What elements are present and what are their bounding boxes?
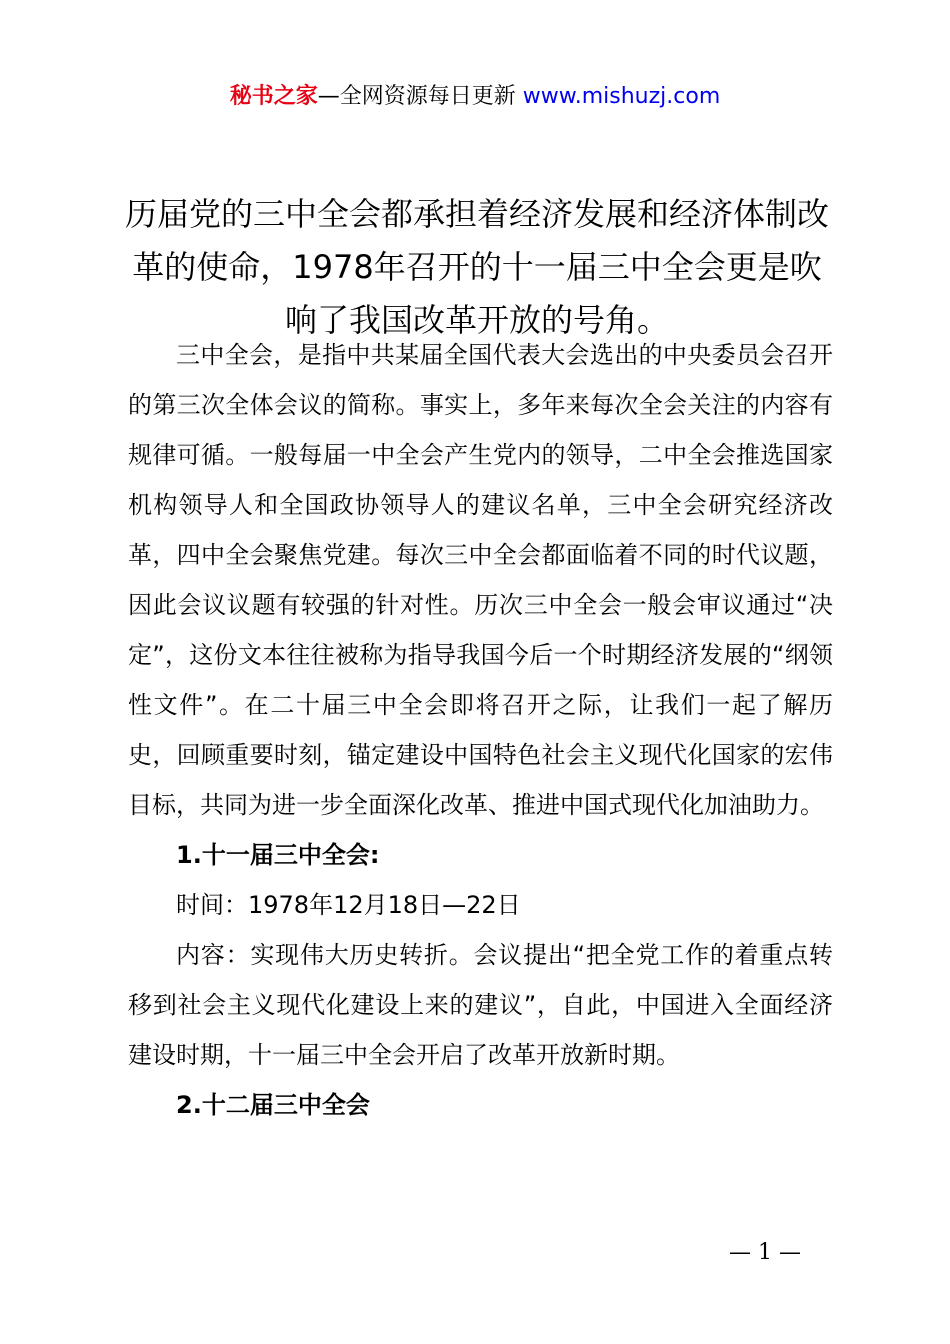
- section-1-time: 时间：1978年12月18日—22日: [176, 891, 521, 919]
- section-heading-1: 1.十一届三中全会:: [176, 841, 380, 869]
- document-body: [128, 330, 833, 1130]
- header-tagline: —全网资源每日更新: [317, 84, 516, 109]
- section-1-content: 内容：实现伟大历史转折。会议提出“把全党工作的着重点转移到社会主义现代化建设上来的建议”，自此，中国进入全面经济建设时期，十一届三中全会开启了改革开放新时期。: [128, 941, 833, 1069]
- document-header: [0, 82, 950, 112]
- header-url-link[interactable]: www.mishuzj.com: [522, 84, 721, 109]
- header-brand: 秘书之家: [229, 84, 318, 109]
- intro-paragraph: 三中全会，是指中共某届全国代表大会选出的中央委员会召开的第三次全体会议的简称。事实上，多年来每次全会关注的内容有规律可循。一般每届一中全会产生党内的领导，二中全会推选国家机构领导人和全国政协领导人的建议名单，三中全会研究经济改革，四中全会聚焦党建。每次三中全会都面临着不同的时代议题，因此会议议题有较强的针对性。历次三中全会一般会审议通过“决定”，这份文本往往被称为指导我国今后一个时期经济发展的“纲领性文件”。在二十届三中全会即将召开之际，让我们一起了解历史，回顾重要时刻，锚定建设中国特色社会主义现代化国家的宏伟目标，共同为进一步全面深化改革、推进中国式现代化加油助力。: [128, 341, 833, 819]
- page-number: — 1 —: [729, 1240, 801, 1265]
- section-heading-2: 2.十二届三中全会: [176, 1091, 370, 1119]
- document-title: 历届党的三中全会都承担着经济发展和经济体制改革的使命，1978年召开的十一届三中全会更是吹响了我国改革开放的号角。: [124, 195, 829, 339]
